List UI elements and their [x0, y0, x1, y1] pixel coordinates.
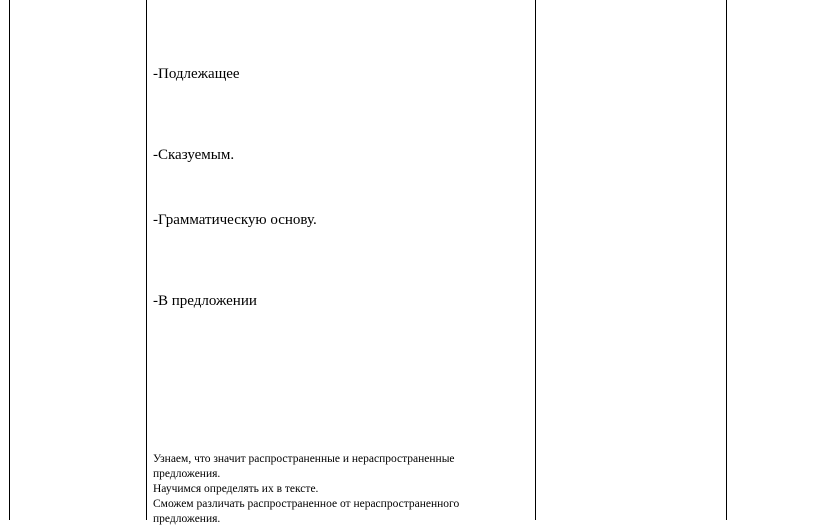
answer-predicate: -Сказуемым.	[153, 147, 235, 163]
goal-line: Узнаем, что значит распространенные и нераспространенные предложения.	[153, 453, 455, 480]
answer-in-sentence: -В предложении	[153, 293, 257, 309]
table-border-left	[9, 0, 10, 520]
goal-line: Научимся определять их в тексте.	[153, 483, 319, 495]
table-column-divider-1	[146, 0, 147, 520]
lesson-goals	[153, 452, 513, 527]
table-border-right	[726, 0, 727, 520]
answer-subject: -Подлежащее	[153, 66, 240, 82]
answer-grammatical-basis: -Грамматическую основу.	[153, 212, 317, 228]
table-column-divider-2	[535, 0, 536, 520]
goal-line: Сможем различать распространенное от нераспространенного предложения.	[153, 498, 460, 525]
